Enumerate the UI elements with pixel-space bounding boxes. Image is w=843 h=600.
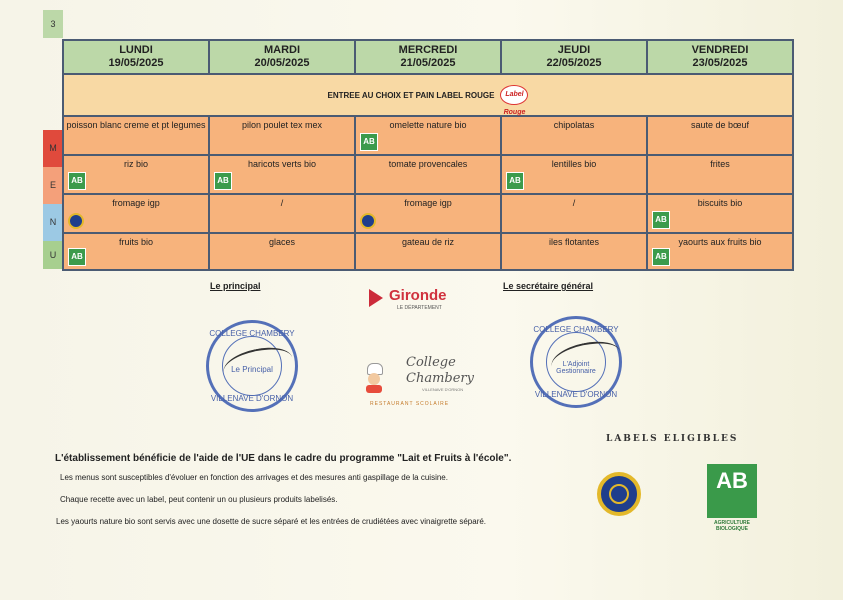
menu-cell: glaces <box>210 234 356 269</box>
menu-cell: chipolatas <box>502 117 648 154</box>
ab-bio-icon: AB <box>506 172 524 190</box>
principal-stamp: COLLEGE CHAMBERY Le Principal VILLENAVE D'ORNON <box>206 320 298 412</box>
menu-letter-e: E <box>43 167 63 204</box>
labels-title: LABELS ELIGIBLES <box>606 434 739 444</box>
menu-cell: haricots verts bio AB <box>210 156 356 193</box>
fromage-row <box>64 195 792 234</box>
day-header-vendredi: VENDREDI 23/05/2025 <box>691 44 749 69</box>
secretaire-label: Le secrétaire général <box>503 281 594 291</box>
gironde-name: Gironde <box>389 287 447 304</box>
ab-bio-icon: AB <box>360 133 378 151</box>
menu-letter-m: M <box>43 130 63 167</box>
dessert-row <box>64 234 792 269</box>
ab-logo-caption: AGRICULTURE BIOLOGIQUE <box>713 520 750 532</box>
note-2: Chaque recette avec un label, peut contenir un ou plusieurs produits labelisés. <box>60 495 338 504</box>
college-chambery-logo: College Chambery VILLENAVE D'ORNON RESTAURANT SCOLAIRE <box>362 355 467 410</box>
menu-cell: riz bio AB <box>64 156 210 193</box>
ue-text: L'établissement bénéficie de l'aide de l'UE dans le cadre du programme "Lait et Fruits à l'école". <box>55 453 512 464</box>
entree-row <box>64 75 792 117</box>
igp-label-icon <box>360 213 376 229</box>
menu-cell: / <box>210 195 356 232</box>
ab-logo: AB <box>707 464 757 518</box>
chef-icon <box>362 363 386 393</box>
gironde-logo <box>367 286 467 314</box>
day-header-row <box>64 41 792 75</box>
menu-cell: biscuits bio AB <box>648 195 792 232</box>
menu-letter-u: U <box>43 241 63 269</box>
week-number: 3 <box>43 10 63 38</box>
ab-bio-icon: AB <box>652 211 670 229</box>
menu-cell: iles flotantes <box>502 234 648 269</box>
entree-text: ENTREE AU CHOIX ET PAIN LABEL ROUGE <box>327 90 495 100</box>
gironde-arrow-icon <box>369 289 383 307</box>
menu-table <box>62 39 794 271</box>
menu-cell: lentilles bio AB <box>502 156 648 193</box>
gestionnaire-stamp: COLLEGE CHAMBERY L'Adjoint Gestionnaire VILLENAVE D'ORNON <box>530 316 622 408</box>
day-header-jeudi: JEUDI 22/05/2025 <box>502 41 648 73</box>
menu-letter-n: N <box>43 204 63 241</box>
ab-bio-icon: AB <box>214 172 232 190</box>
menu-cell: fruits bio AB <box>64 234 210 269</box>
igp-label-icon <box>68 213 84 229</box>
menu-cell: pilon poulet tex mex <box>210 117 356 154</box>
principal-label: Le principal <box>210 281 261 291</box>
menu-cell: saute de bœuf <box>648 117 792 154</box>
ab-bio-icon: AB <box>68 248 86 266</box>
label-rouge-icon: Label Rouge <box>500 85 528 105</box>
day-header-mardi: MARDI 20/05/2025 <box>210 41 356 73</box>
day-header-mercredi: MERCREDI 21/05/2025 <box>356 41 502 73</box>
menu-cell: poisson blanc creme et pt legumes <box>64 117 210 154</box>
menu-cell: / <box>502 195 648 232</box>
menu-cell: yaourts aux fruits bio AB <box>648 234 792 269</box>
accompagnement-row <box>64 156 792 195</box>
menu-cell: fromage igp <box>64 195 210 232</box>
ab-bio-icon: AB <box>652 248 670 266</box>
ab-bio-icon: AB <box>68 172 86 190</box>
note-3: Les yaourts nature bio sont servis avec une dosette de sucre séparé et les entrées de crudiétées avec vinaigrette séparé. <box>56 517 487 526</box>
menu-cell: gateau de riz <box>356 234 502 269</box>
igp-logo-icon <box>597 472 641 516</box>
menu-cell: omelette nature bio AB <box>356 117 502 154</box>
plat-row <box>64 117 792 156</box>
menu-cell: fromage igp <box>356 195 502 232</box>
menu-cell: tomate provencales <box>356 156 502 193</box>
menu-cell: frites <box>648 156 792 193</box>
gironde-sub: LE DÉPARTEMENT <box>397 305 442 311</box>
note-1: Les menus sont susceptibles d'évoluer en fonction des arrivages et des mesures anti gaspillage de la cuisine. <box>60 473 448 482</box>
day-header-lundi: LUNDI 19/05/2025 <box>64 41 210 73</box>
